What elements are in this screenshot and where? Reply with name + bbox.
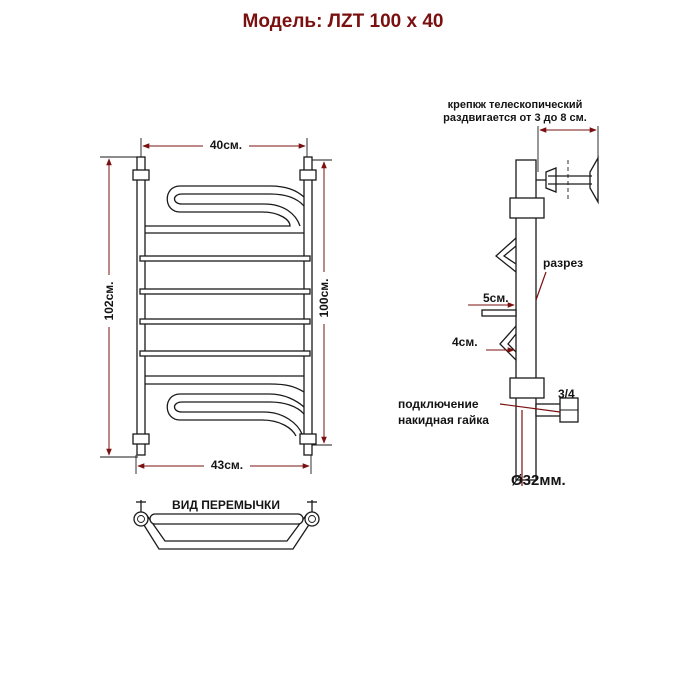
overall-height-label: 102см. (102, 281, 116, 321)
bottom-width-label: 43см. (210, 458, 244, 472)
side-fitting-bottom (510, 378, 544, 398)
straight-bars (140, 256, 310, 356)
connection-label-line1: подключение (398, 397, 479, 411)
fitting-bottom-left (133, 434, 149, 444)
bracket-note-line2: раздвигается от 3 до 8 см. (443, 112, 587, 124)
bottom-serpentine-coil (145, 376, 304, 436)
inner-height-label: 100см. (317, 278, 331, 318)
side-fitting-top (510, 198, 544, 218)
fitting-bottom-right (300, 434, 316, 444)
bar-profile-upper (496, 238, 516, 272)
top-width-label: 40см. (209, 138, 243, 152)
fitting-top-right (300, 170, 316, 180)
pipe-diameter-label: Ø32мм. (511, 472, 566, 489)
offset-5cm-label: 5см. (483, 291, 509, 305)
jumper-view (134, 498, 319, 549)
fitting-top-left (133, 170, 149, 180)
overall-height-dimension (100, 157, 138, 457)
top-width-dimension (141, 136, 307, 158)
top-serpentine-coil (145, 186, 304, 233)
offset-4cm-label: 4см. (452, 335, 478, 349)
thread-size-label: 3/4 (558, 387, 575, 401)
bottom-width-dimension (136, 455, 311, 474)
front-view (100, 136, 333, 474)
left-riser (137, 157, 145, 455)
right-riser (304, 157, 312, 455)
side-view (398, 99, 598, 489)
offset-5cm (468, 291, 516, 316)
cut-label: разрез (543, 256, 584, 270)
bar-profile-lower (500, 326, 516, 360)
telescopic-bracket (536, 158, 598, 202)
model-title: Модель: ЛZТ 100 х 40 (242, 11, 444, 32)
inner-height-dimension (312, 160, 333, 445)
jumper-view-label: ВИД ПЕРЕМЫЧКИ (172, 498, 280, 512)
connection-label-line2: накидная гайка (398, 413, 489, 427)
bracket-note-line1: крепкж телескопический (447, 99, 583, 111)
offset-4cm (452, 335, 514, 350)
